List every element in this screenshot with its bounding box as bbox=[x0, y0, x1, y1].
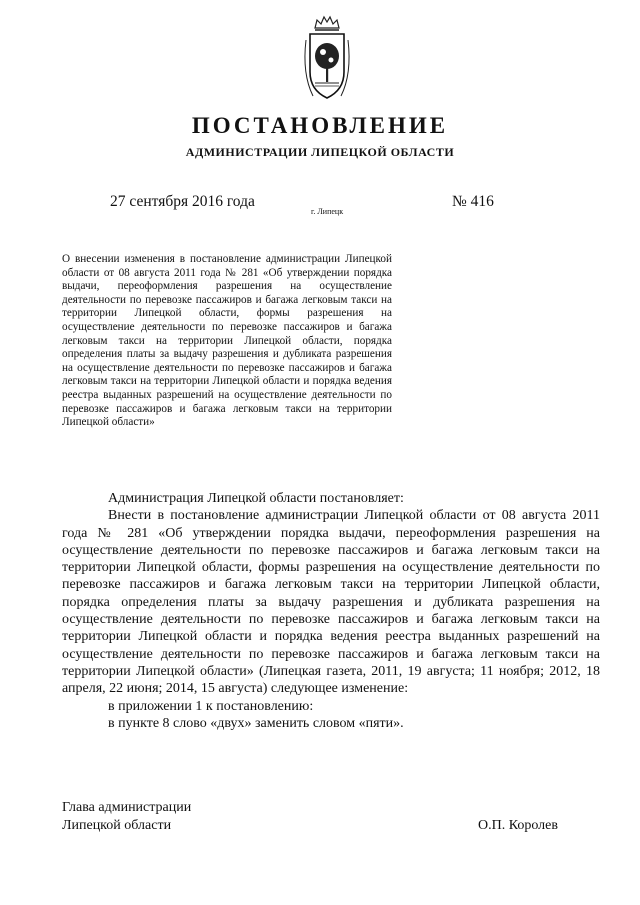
signature-position-line1: Глава администрации bbox=[62, 800, 192, 815]
document-issuer: АДМИНИСТРАЦИИ ЛИПЕЦКОЙ ОБЛАСТИ bbox=[185, 145, 455, 159]
coat-of-arms-icon bbox=[299, 14, 355, 102]
document-title: ПОСТАНОВЛЕНИЕ bbox=[191, 113, 449, 138]
document-subject: О внесении изменения в постановление администрации Липецкой области от 08 августа 2011 года № 281 «Об утверждении порядка выдачи, переоформления разрешения на осуществление деятельности по перевозке пассажиров и багажа легковым такси на территории Липецкой области, формы разрешения на осуществление деятельности по перевозке пассажиров и багажа легковым такси на территории Липецкой области, порядка определения платы за выдачу разрешения и дубликата разрешения на осуществление деятельности по перевозке пассажиров и багажа легковым такси на территории Липецкой области и порядка ведения реестра выданных разрешений на осуществление деятельности по перевозке пассажиров и багажа легковым такси на территории Липецкой области» bbox=[62, 253, 392, 429]
document-date: 27 сентября 2016 года bbox=[110, 193, 255, 210]
body-paragraph-annex: в приложении 1 к постановлению: bbox=[108, 698, 314, 714]
signature-name: О.П. Королев bbox=[478, 818, 558, 833]
signature-position-line2: Липецкой области bbox=[62, 818, 172, 833]
document-number: № 416 bbox=[452, 193, 494, 210]
document-city: г. Липецк bbox=[311, 207, 344, 216]
body-paragraph-main: Внести в постановление администрации Липецкой области от 08 августа 2011 года № 281 «Об утверждении порядка выдачи, переоформления разрешения на осуществление деятельности по перевозке пассажиров и багажа легковым такси на территории Липецкой области, формы разрешения на осуществление деятельности по перевозке пассажиров и багажа легковым такси на территории Липецкой области, порядка определения платы за выдачу разрешения и дубликата разрешения на осуществление деятельности по перевозке пассажиров и багажа легковым такси на территории Липецкой области и порядка ведения реестра выданных разрешений на осуществление деятельности по перевозке пассажиров и багажа легковым такси на территории Липецкой области» (Липецкая газета, 2011, 19 августа; 11 ноября; 2012, 18 апреля, 22 июня; 2014, 15 августа) следующее изменение: bbox=[62, 508, 600, 697]
body-paragraph-intro: Администрация Липецкой области постановляет: bbox=[108, 491, 404, 506]
document-body bbox=[62, 490, 600, 732]
body-paragraph-change: в пункте 8 слово «двух» заменить словом «пяти». bbox=[108, 715, 404, 731]
